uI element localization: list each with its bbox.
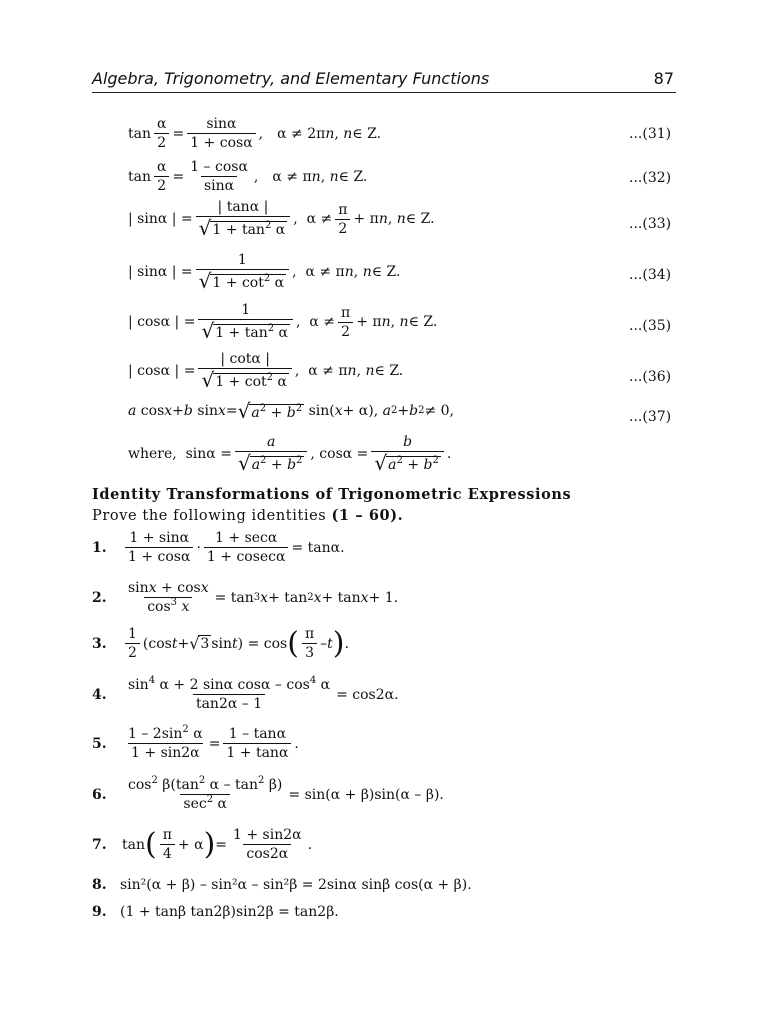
problem-9: [92, 904, 339, 920]
formula-36: | cosα | = | cotα | √ $1 + \cot^2 \alpha$ , α ≠ π n , n ∈ Z.: [128, 351, 404, 392]
formula-31: tan $\frac{\alpha}{2}$ = $\frac{\sin\alpha}{1 + \cos\alpha}$ , α ≠ 2π n , n ∈ Z.: [128, 116, 382, 151]
problem-label: 2.: [92, 589, 107, 606]
section-heading: Identity Transformations of Trigonometric Expressions: [92, 486, 572, 503]
problem-text: sin²(α + β) – sin²α – sin²β = 2sinα sinβ cos(α + β).: [120, 877, 472, 893]
problem-2: 2. $\frac{\sin x + \cos x}{\cos^3 x}$ = tan 3 x + tan 2 x + tan x + 1.: [92, 580, 399, 615]
problem-label: 5.: [92, 735, 107, 752]
running-title: Algebra, Trigonometry, and Elementary Functions: [92, 69, 490, 88]
formula-number-35: ...(35): [629, 318, 672, 334]
problem-3: 3. $\frac{1}{2}$ (cos t + √ 3 sin t ) = cos ( $\frac{\pi}{3}$ – t ) .: [92, 626, 349, 661]
formula-number-36: ...(36): [629, 369, 672, 385]
problem-1: 1. $\frac{1 + \sin\alpha}{1 + \cos\alpha}$ · $\frac{1 + \sec\alpha}{1 + cosec\alpha}$ = tanα.: [92, 530, 345, 565]
problem-7: 7. tan ( $\frac{\pi}{4}$ + α ) = $\frac{1 + \sin 2\alpha}{\cos 2\alpha}$ .: [92, 827, 313, 862]
section-instruction: Prove the following identities (1 – 60).: [92, 507, 404, 524]
problem-label: 1.: [92, 539, 107, 556]
problem-6: 6. $\frac{\cos^2 \beta(\tan^2 \alpha - \tan^2 \beta)}{\sec^2 \alpha}$ = sin(α + β)sin(α – β).: [92, 775, 444, 812]
problem-label: 8.: [92, 877, 107, 893]
problem-5: 5. $\frac{1 - 2\sin^2 \alpha}{1 + \sin 2\alpha}$ = $\frac{1 - \tan\alpha}{1 + \tan\alpha}$ .: [92, 724, 299, 761]
formula-35: | cosα | = 1 √ $1 + \tan^2 \alpha$ , α ≠ $\frac{\pi}{2}$ + π n , n ∈ Z.: [128, 302, 438, 343]
where-line: where, sinα = a √ $a^2 + b^2$ , cosα = b √ $a^2 + b^2$ .: [128, 434, 452, 475]
page-number: 87: [653, 69, 674, 88]
problem-text: (1 + tanβ tan2β)sin2β = tan2β.: [120, 904, 339, 920]
formula-number-37: ...(37): [629, 409, 672, 425]
formula-34: | sinα | = 1 √ $1 + \cot^2 \alpha$ , α ≠ π n , n ∈ Z.: [128, 252, 401, 293]
formula-number-32: ...(32): [629, 170, 672, 186]
formula-33: | sinα | = | tanα | √ $1 + \tan^2 \alpha$ , α ≠ $\frac{\pi}{2}$ + π n , n ∈ Z.: [128, 199, 435, 240]
page-header: [92, 68, 676, 93]
problem-label: 6.: [92, 786, 107, 803]
formula-32: tan $\frac{\alpha}{2}$ = $\frac{1 - \cos\alpha}{\sin\alpha}$ , α ≠ π n , n ∈ Z.: [128, 159, 368, 194]
problem-label: 7.: [92, 836, 107, 853]
problem-label: 9.: [92, 904, 107, 920]
formula-number-33: ...(33): [629, 216, 672, 232]
problem-label: 3.: [92, 635, 107, 652]
problem-label: 4.: [92, 686, 107, 703]
problem-4: 4. $\frac{\sin^4 \alpha + 2 \sin\alpha \cos\alpha - \cos^4 \alpha}{\tan 2\alpha - 1}$ = cos2α.: [92, 675, 399, 712]
formula-number-31: ...(31): [629, 126, 672, 142]
where-label: where,: [128, 446, 177, 462]
formula-number-34: ...(34): [629, 267, 672, 283]
formula-37: a cos x + b sin x = √ $a^2 + b^2$ sin( x + α), a 2 + b 2 ≠ 0,: [128, 399, 454, 423]
problem-8: [92, 877, 472, 893]
